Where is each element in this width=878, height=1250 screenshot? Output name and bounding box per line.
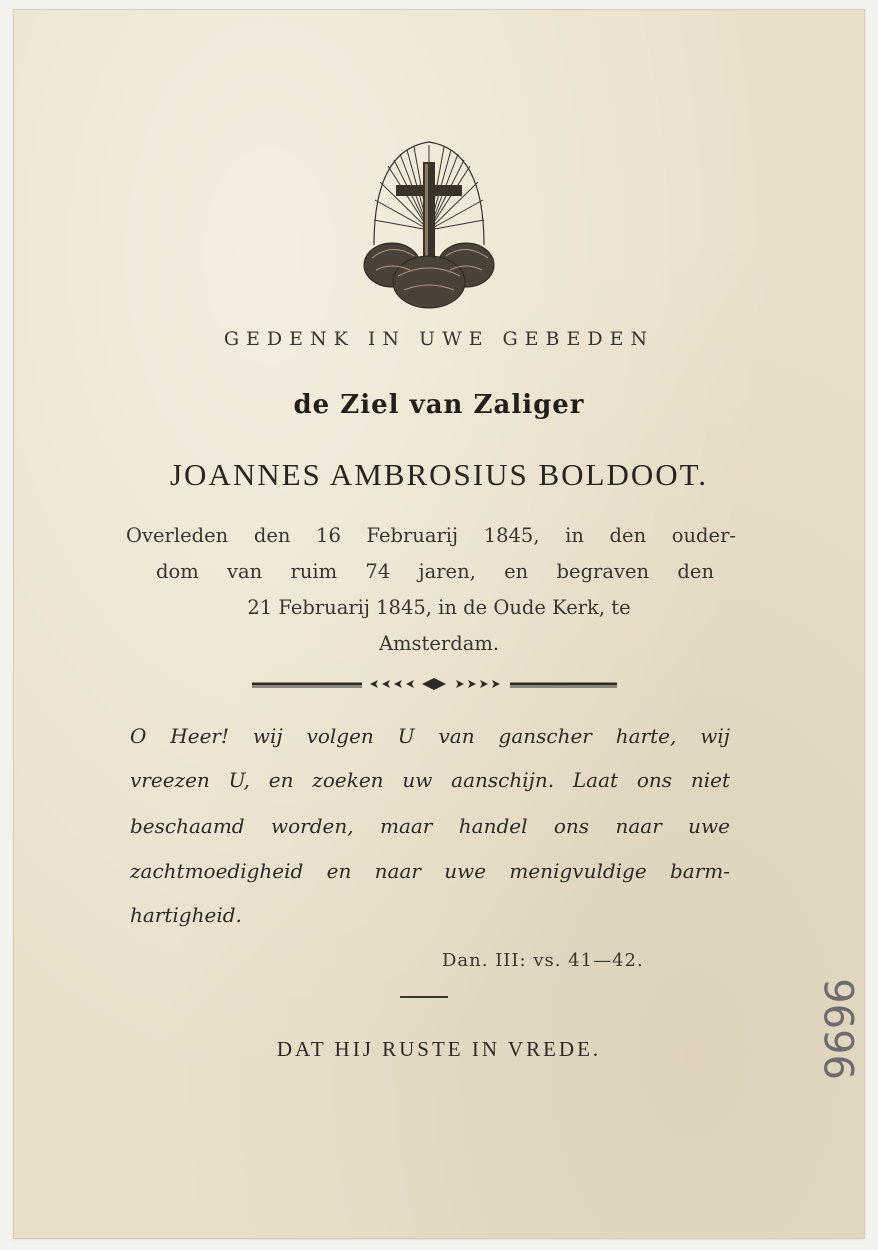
prayer-line: O Heer! wij volgen U van ganscher harte, wij — [130, 724, 730, 748]
subheading: de Ziel van Zaliger — [293, 390, 585, 420]
pencil-inventory-number: 9696 — [818, 978, 864, 1080]
prayer-line: zachtmoedigheid en naar uwe menigvuldige barm- — [130, 859, 730, 883]
heading: GEDENK IN UWE GEBEDEN — [223, 328, 655, 350]
deceased-name: JOANNES AMBROSIUS BOLDOOT. — [169, 457, 708, 492]
prayer-line: vreezen U, en zoeken uw aanschijn. Laat ons niet — [130, 768, 730, 792]
bio-line: dom van ruim 74 jaren, en begraven den — [156, 560, 714, 583]
memorial-card — [14, 10, 864, 1238]
ornamental-divider — [252, 674, 617, 694]
bio-line: Overleden den 16 Februarij 1845, in den ouder- — [126, 524, 736, 547]
closing-line: DAT HIJ RUSTE IN VREDE. — [276, 1037, 602, 1061]
divider — [400, 996, 448, 998]
bio-line: Amsterdam. — [378, 632, 500, 655]
scripture-reference: Dan. III: vs. 41—42. — [442, 950, 644, 971]
cross-with-rays-icon — [354, 130, 504, 315]
bio-line: 21 Februarij 1845, in de Oude Kerk, te — [247, 596, 631, 619]
prayer-line: hartigheid. — [130, 903, 242, 927]
prayer-line: beschaamd worden, maar handel ons naar uwe — [130, 814, 730, 838]
